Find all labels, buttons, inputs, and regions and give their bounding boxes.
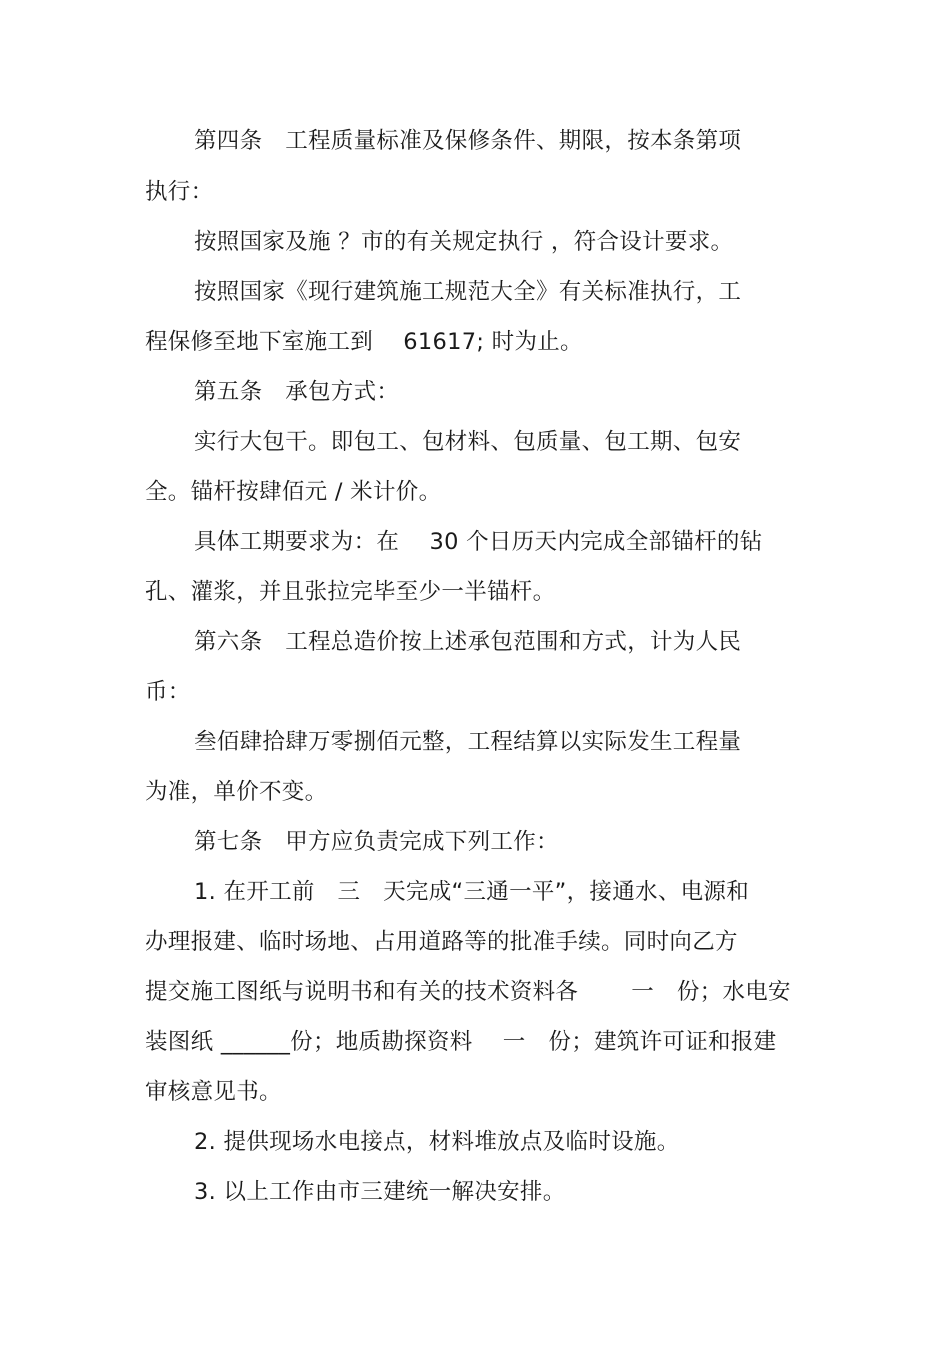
text-line: 装图纸 ______份；地质勘探资料 一 份；建筑许可证和报建 <box>145 1029 777 1055</box>
text-line: 币： <box>145 679 191 705</box>
text-line: 执行： <box>145 179 214 205</box>
text-line: 审核意见书。 <box>145 1079 282 1105</box>
text-line: 办理报建、临时场地、占用道路等的批准手续。同时向乙方 <box>145 929 738 955</box>
text-line: 孔、灌浆，并且张拉完毕至少一半锚杆。 <box>145 579 556 605</box>
text-line: 2. 提供现场水电接点，材料堆放点及临时设施。 <box>194 1129 680 1155</box>
text-line: 提交施工图纸与说明书和有关的技术资料各 一 份；水电安 <box>145 979 791 1005</box>
text-line: 3. 以上工作由市三建统一解决安排。 <box>194 1179 566 1205</box>
text-line: 按照国家《现行建筑施工规范大全》有关标准执行，工 <box>194 279 742 305</box>
text-line: 程保修至地下室施工到 61617; 时为止。 <box>145 329 583 355</box>
text-line: 为准，单价不变。 <box>145 779 328 805</box>
text-line: 全。锚杆按肆佰元 / 米计价。 <box>145 479 442 505</box>
text-line: 第四条 工程质量标准及保修条件、期限，按本条第项 <box>194 128 742 154</box>
text-line: 实行大包干。即包工、包材料、包质量、包工期、包安 <box>194 429 742 455</box>
text-line: 按照国家及施 ？市的有关规定执行 ，符合设计要求。 <box>194 229 734 255</box>
text-line: 具体工期要求为：在 30 个日历天内完成全部锚杆的钻 <box>194 529 763 555</box>
text-line: 第七条 甲方应负责完成下列工作： <box>194 829 559 855</box>
text-line: 1. 在开工前 三 天完成“三通一平”，接通水、电源和 <box>194 879 750 905</box>
text-line: 叁佰肆拾肆万零捌佰元整，工程结算以实际发生工程量 <box>194 729 742 755</box>
text-line: 第六条 工程总造价按上述承包范围和方式，计为人民 <box>194 629 742 655</box>
text-line: 第五条 承包方式： <box>194 379 400 405</box>
